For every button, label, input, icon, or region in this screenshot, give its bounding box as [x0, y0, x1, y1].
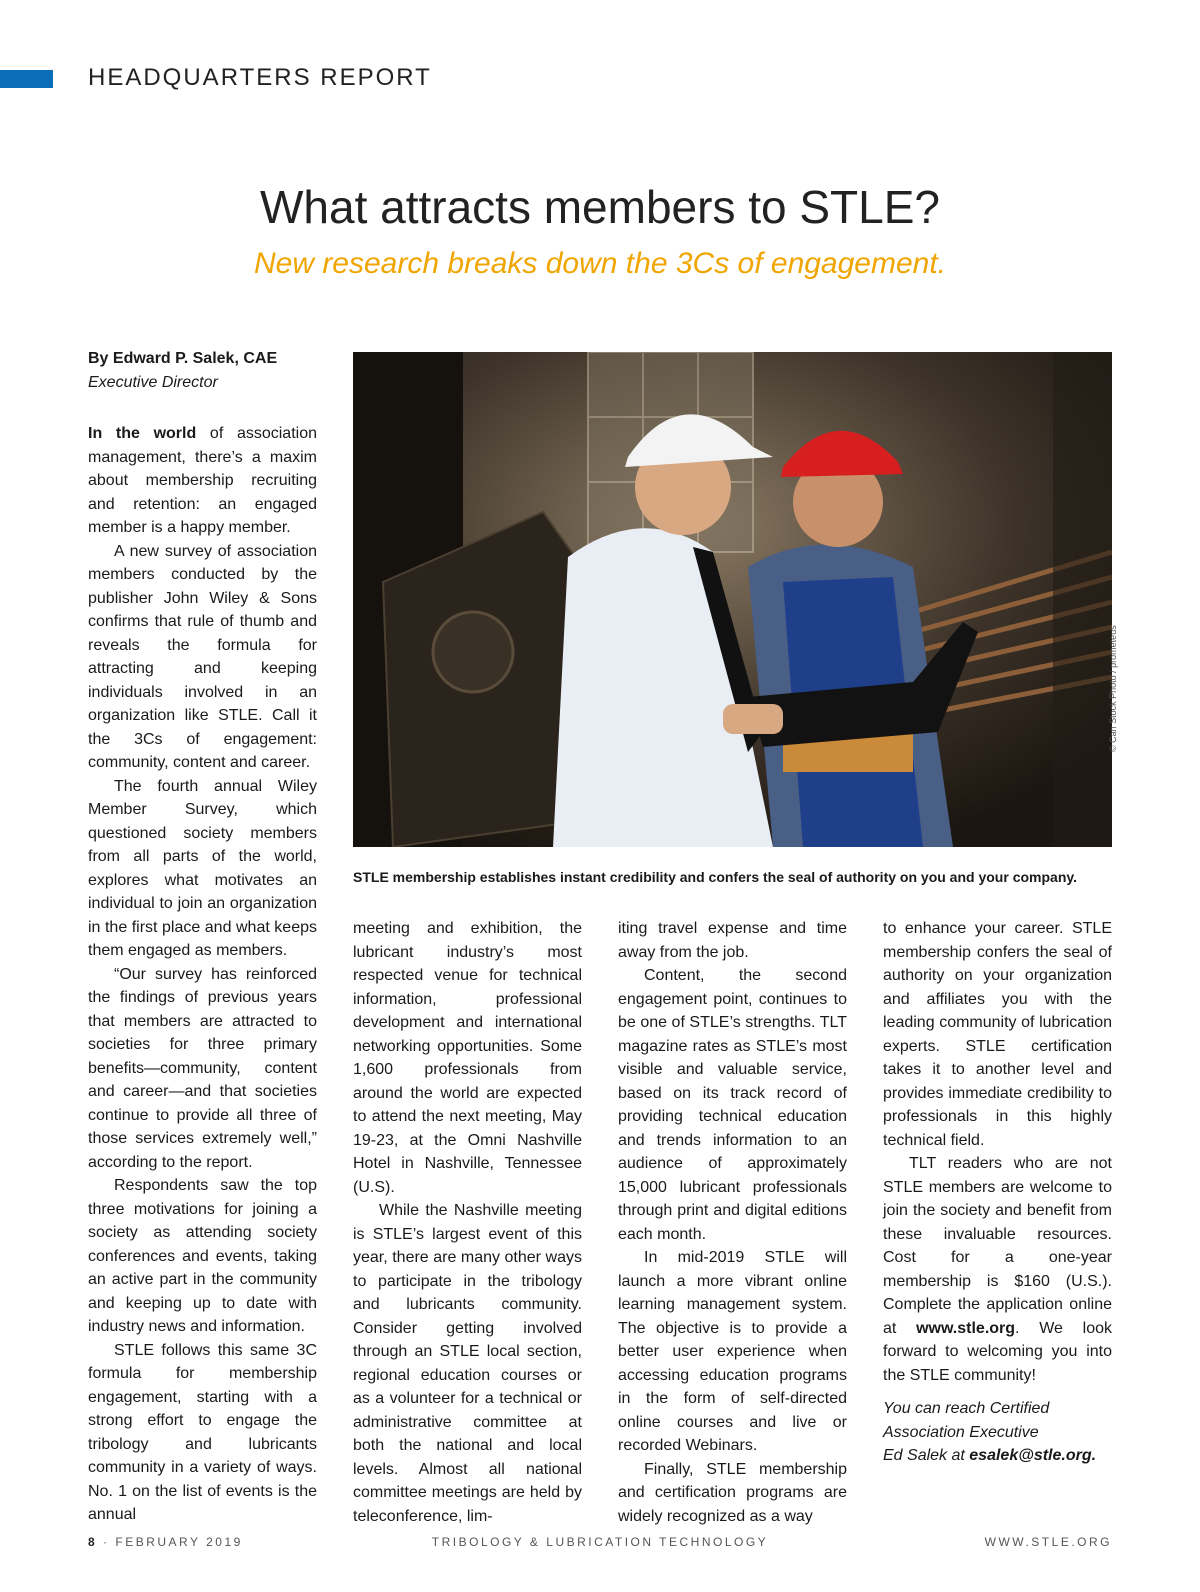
- paragraph-11: TLT readers who are not STLE members are welcome to join the society and benefit from these invaluable resources. Cost for a one-year membership is $160 (U.S.). Complete the application online at www.stle.org. We look forward to welcoming you into the STLE community!: [883, 1155, 1112, 1384]
- publication-name: TRIBOLOGY & LUBRICATION TECHNOLOGY: [431, 1535, 769, 1549]
- paragraph-5: Respondents saw the top three motivations for joining a society as attending society conferences and events, taking an active part in the community and keeping up to date with industry news and information.: [88, 1177, 317, 1335]
- paragraph-4: “Our survey has reinforced the findings of previous years that members are attracted to societies for three primary benefits—community, content and career—and that societies continue to provide all three of those services extremely well,” according to the report.: [88, 965, 317, 1171]
- author-title: Executive Director: [88, 374, 218, 391]
- paragraph-10-cont: to enhance your career. STLE membership confers the seal of authority on your organization and affiliates you with the leading community of lubrication experts. STLE certification takes it to another level and provides immediate credibility to professionals in this highly technical field.: [883, 920, 1112, 1149]
- email-link[interactable]: esalek@stle.org.: [969, 1447, 1097, 1464]
- footer-website[interactable]: WWW.STLE.ORG: [984, 1535, 1112, 1549]
- website-link[interactable]: www.stle.org: [916, 1319, 1016, 1337]
- photo-credit: © Can Stock Photo / prometeus: [1108, 625, 1118, 752]
- workers-with-laptop-image: [353, 352, 1112, 847]
- author-contact: You can reach Certified Association Executive Ed Salek at esalek@stle.org.: [883, 1400, 1097, 1464]
- paragraph-2: A new survey of association members conducted by the publisher John Wiley & Sons confirms that rule of thumb and reveals the formula for attracting and keeping individuals involved in an organization like STLE. Call it the 3Cs of engagement: community, content and career.: [88, 542, 317, 771]
- article-subtitle: New research breaks down the 3Cs of engagement.: [253, 247, 947, 280]
- photo-caption: STLE membership establishes instant credibility and confers the seal of authority on you and your company.: [353, 869, 1078, 885]
- article-column-4: [883, 917, 1112, 1468]
- author-name: By Edward P. Salek, CAE: [88, 350, 278, 367]
- article-column-3: [618, 917, 847, 1528]
- paragraph-6-cont: meeting and exhibition, the lubricant industry’s most respected venue for technical information, professional development and international networking opportunities. Some 1,600 professionals from around the world are expected to attend the next meeting, May 19-23, at the Omni Nashville Hotel in Nashville, Tennessee (U.S).: [353, 920, 582, 1196]
- paragraph-10: Finally, STLE membership and certification programs are widely recognized as a way: [618, 1460, 847, 1525]
- paragraph-8: Content, the second engagement point, continues to be one of STLE’s strengths. TLT magazine rates as STLE’s most visible and valuable service, based on its track record of providing technical education and trends information to an audience of approximately 15,000 lubricant professionals through print and digital editions each month.: [618, 967, 847, 1243]
- lead-in: In the world: [88, 425, 197, 442]
- article-column-1: [88, 422, 317, 1527]
- paragraph-9: In mid-2019 STLE will launch a more vibrant online learning management system. The objective is to provide a better user experience when accessing education programs in the form of self-directed online courses and live or recorded Webinars.: [618, 1249, 847, 1454]
- paragraph-1: In the world of association management, there’s a maxim about membership recruiting and retention: an engaged member is a happy member.: [88, 425, 317, 536]
- byline: [88, 347, 277, 395]
- paragraph-7-cont: iting travel expense and time away from the job.: [618, 920, 847, 961]
- issue-date: FEBRUARY 2019: [115, 1535, 243, 1549]
- section-accent-bar: [0, 70, 53, 88]
- article-column-2: [353, 917, 582, 1528]
- paragraph-7: While the Nashville meeting is STLE’s largest event of this year, there are many other ways to participate in the tribology and lubricants community. Consider getting involved through an STLE local section, regional education courses or as a volunteer for a technical or administrative committee at both the national and local levels. Almost all national committee meetings are held by teleconference, lim-: [353, 1202, 582, 1525]
- paragraph-3: The fourth annual Wiley Member Survey, which questioned society members from all parts of the world, explores what motivates an individual to join an organization in the first place and what keeps them engaged as members.: [88, 777, 317, 959]
- article-photo: [353, 352, 1112, 847]
- article-title: What attracts members to STLE?: [259, 181, 940, 233]
- section-label: HEADQUARTERS REPORT: [88, 64, 432, 91]
- page-number: 8: [88, 1535, 98, 1549]
- paragraph-6: STLE follows this same 3C formula for membership engagement, starting with a strong effort to engage the tribology and lubricants community in a variety of ways. No. 1 on the list of events is the annual: [88, 1341, 317, 1523]
- footer-separator: ·: [103, 1535, 110, 1549]
